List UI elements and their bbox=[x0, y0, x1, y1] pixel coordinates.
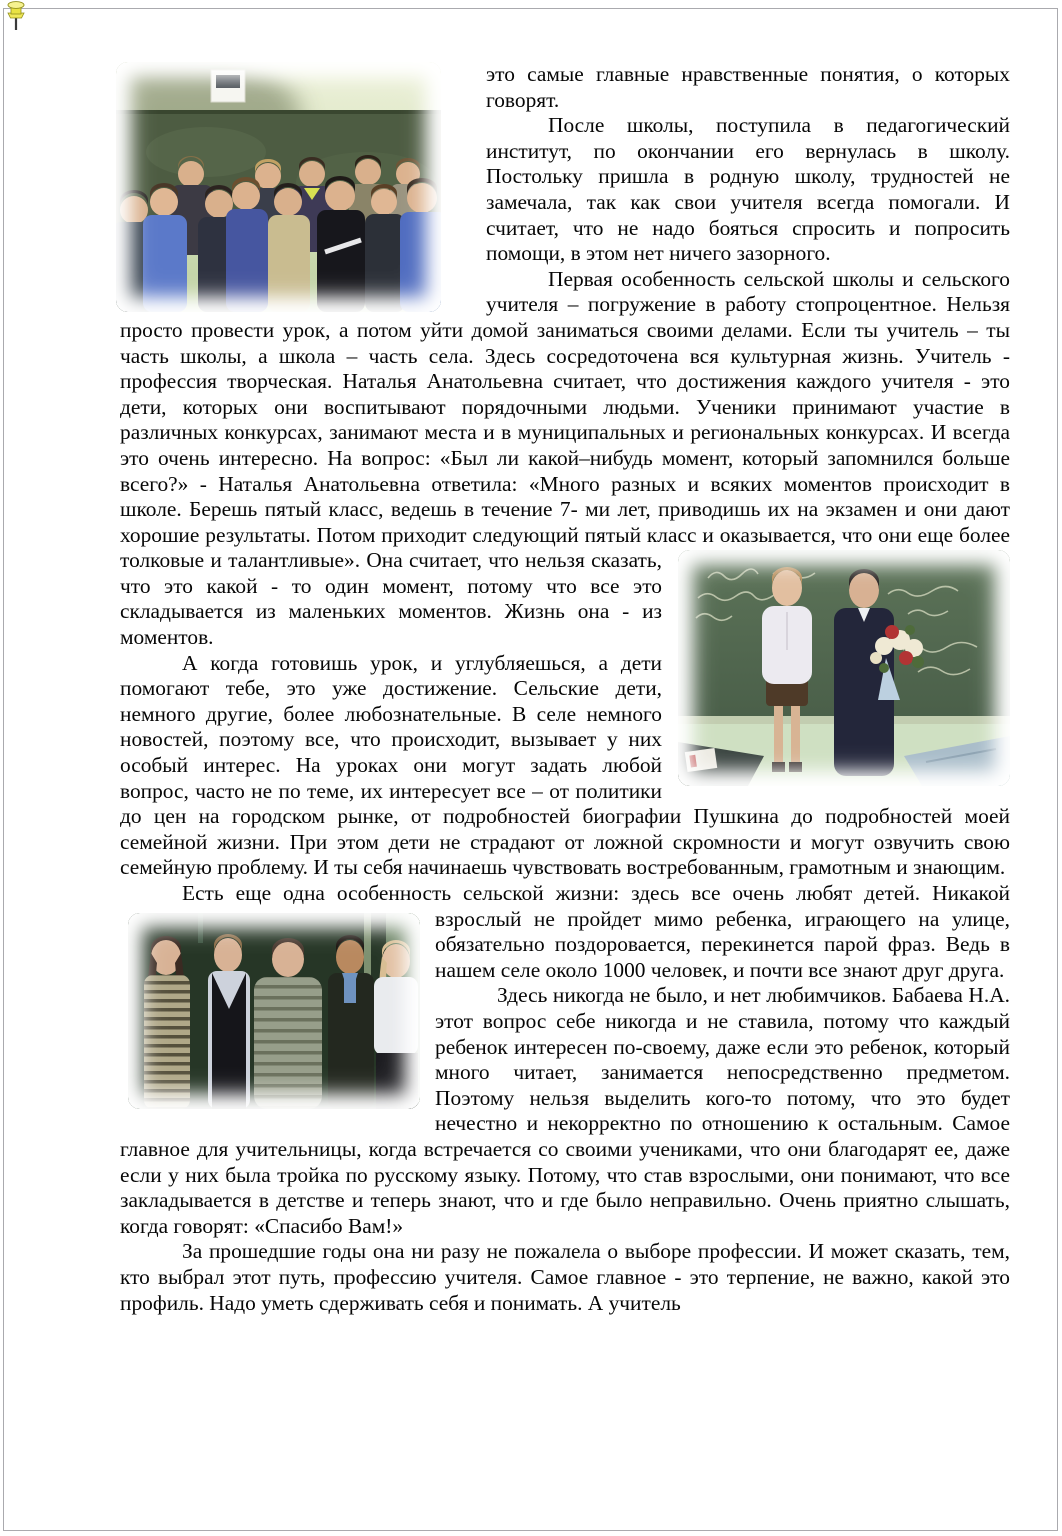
classroom-photo-2 bbox=[678, 550, 1010, 786]
paragraph-5-text-b: Никакой взрослый не пройдет мимо ребенка, играющего на улице, обязательно поздоровается, перекинется парой фраз. Ведь в нашем селе около 1000 человек, и почти все знают друг друга. bbox=[435, 881, 1010, 982]
classroom-photo-1 bbox=[116, 62, 441, 312]
paragraph-1-text: это самые главные нравственные понятия, о которых говорят. bbox=[486, 62, 1010, 112]
paragraph-2-text: После школы, поступила в педагогический институт, по окончании его вернулась в школу. Постольку пришла в родную школу, трудностей не замечала, так как свои учителя всегда помогали. И считает, что не надо бояться спросить и попросить помощи, в этом нет ничего зазорного. bbox=[486, 113, 1010, 266]
paragraph-4-text: А когда готовишь урок, и углубляешься, а дети помогают тебе, это уже достижение. Сельские дети, немного другие, более любознательные. В селе немного новостей, поэтому все, что происходит, вызывает у них особый интерес. На уроках они могут задать любой вопрос, часто не по теме, их интересует все – от политики до цен на городском рынке, от подробностей биографии Пушкина до подробностей моей семейной жизни. При этом дети не страдают от ложной скромности и могут озвучить свою семейную проблему. И ты себя начинаешь чувствовать востребованным, грамотным и знающим. bbox=[120, 650, 1010, 880]
paragraph-6-text: Здесь никогда не было, и нет любимчиков. Бабаева Н.А. этот вопрос себе никогда и не ставила, потому что каждый ребенок интересен по-своему, даже если это ребенок, который много читает, занимается непосредственно предметом. Поэтому нельзя выделить кого-то потому, что это будет нечестно и некорректно по отношению к остальным. Самое главное для учительницы, когда встречается со своими учениками, что они благодарят ее, даже если у них была тройка по русскому языку. Потому, что став взрослыми, они понимают, что все закладывается в детстве и теперь знают, что и где было неправильно. Очень приятно слышать, когда говорят: «Спасибо Вам!» bbox=[120, 983, 1010, 1238]
paragraph-7-text: За прошедшие годы она ни разу не пожалела о выборе профессии. И может сказать, тем, кто выбрал этот путь, профессию учителя. Самое главное - это терпение, не важно, какой это профиль. Надо уметь сдерживать себя и понимать. А учитель bbox=[120, 1239, 1010, 1315]
classroom-photo-3 bbox=[128, 913, 420, 1109]
paragraph-7 bbox=[120, 1239, 1010, 1316]
paragraph-5-text-a: Есть еще одна особенность сельской жизни: здесь все очень любят детей. bbox=[182, 881, 933, 905]
pushpin-icon bbox=[3, 0, 29, 34]
paragraph-3 bbox=[120, 267, 1010, 651]
paragraph-3-text-b: еще более толковые и талантливые». Она считает, что нельзя сказать, что это какой - то один момент, потому что все это складывается из маленьких моментов. Жизнь она - из моментов. bbox=[120, 522, 1010, 650]
paragraph-3-text-a: Первая особенность сельской школы и сельского учителя – погружение в работу стопроцентное. Нельзя просто провести урок, а потом уйти домой заниматься своими делами. Если ты учитель – ты часть школы, а школа – часть села. Здесь сосредоточена вся культурная жизнь. Учитель - профессия творческая. Наталья Анатольевна считает, что достижения каждого учителя - это дети, которых они воспитывают порядочными людьми. Ученики принимают участие в различных конкурсах, занимают места и в муниципальных и региональных конкурсах. И всегда это очень интересно. На вопрос: «Был ли какой–нибудь момент, который запомнился больше всего?» - Наталья Анатольевна ответила: «Много разных и всяких моментов происходит в школе. Берешь пятый класс, ведешь в течение 7- ми лет, приводишь их на экзамен и они дают хорошие результаты. Потом приходит следующий пятый класс и оказывается, что они bbox=[120, 266, 1010, 547]
paragraph-5 bbox=[120, 881, 1010, 983]
article bbox=[120, 62, 1010, 1316]
